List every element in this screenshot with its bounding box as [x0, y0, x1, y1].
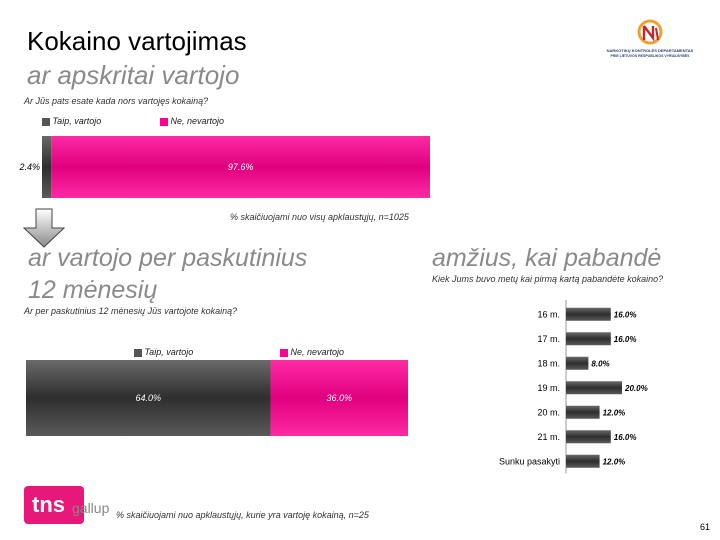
logo-text-2: PRIE LIETUVOS RESPUBLIKOS VYRIAUSYBĖS: [610, 54, 690, 58]
legend-label-yes: Taip, vartojo: [144, 347, 194, 357]
chart1-legend-no: [160, 116, 224, 126]
age-bar: [566, 357, 588, 370]
chart1-legend-yes: [42, 116, 101, 126]
category-label: 19 m.: [537, 382, 560, 393]
category-label: 17 m.: [537, 333, 560, 344]
question-1: Ar Jūs pats esate kada nors vartojęs kokainą?: [24, 96, 209, 106]
legend-swatch-yes: [42, 118, 50, 126]
bar-label-yes: 64.0%: [135, 393, 162, 403]
age-bar-label: 16.0%: [613, 432, 637, 442]
category-label: 20 m.: [537, 407, 560, 418]
age-bar-label: 8.0%: [591, 359, 610, 369]
bar-yes: [42, 136, 51, 198]
category-label: Sunku pasakyti: [498, 456, 560, 467]
category-label: 18 m.: [537, 358, 560, 369]
page-subtitle: ar apskritai vartojo: [27, 60, 240, 90]
age-bar: [566, 406, 600, 419]
legend-label-yes: Taip, vartojo: [52, 116, 102, 126]
question-2: Ar per paskutinius 12 mėnesių Jūs vartojote kokainą?: [24, 306, 238, 316]
category-label: 21 m.: [537, 431, 560, 442]
chart3-age-bars: [440, 298, 710, 478]
chart1-stacked-bar: [0, 126, 440, 206]
bar-label-no: 97.6%: [227, 162, 254, 172]
age-bar-label: 12.0%: [602, 457, 626, 467]
age-bar: [566, 455, 600, 468]
page-title: Kokaino vartojimas: [27, 26, 247, 56]
bar-label-yes: 2.4%: [19, 162, 40, 172]
footnote-2: % skaičiuojami nuo apklaustųjų, kurie yra vartoję kokainą, n=25: [116, 510, 369, 520]
page-number: 61: [699, 522, 710, 532]
legend-label-no: Ne, nevartojo: [170, 116, 225, 126]
tns-logo-text: tns: [32, 492, 65, 517]
category-label: 16 m.: [537, 309, 560, 320]
section2-title-line2: 12 mėnesių: [28, 276, 158, 304]
age-bar: [566, 430, 611, 443]
chart2-stacked-bar: [0, 356, 420, 440]
section2-title-line1: ar vartojo per paskutinius: [28, 244, 308, 272]
legend-swatch-no: [160, 118, 168, 126]
ndk-logo-icon: [600, 14, 700, 70]
age-bar-label: 20.0%: [625, 383, 648, 393]
age-bar-label: 16.0%: [613, 334, 637, 344]
legend-label-no: Ne, nevartojo: [290, 347, 345, 357]
age-bar-label: 16.0%: [613, 310, 637, 320]
age-bar-label: 12.0%: [602, 408, 626, 418]
section3-title: amžius, kai pabandė: [432, 244, 662, 272]
bar-label-no: 36.0%: [326, 393, 353, 403]
ndk-logo: [600, 14, 700, 70]
age-bar: [566, 308, 611, 321]
gallup-logo-text: gallup: [72, 500, 110, 516]
question-3: Kiek Jums buvo metų kai pirmą kartą pabandėte kokaino?: [432, 274, 664, 284]
footnote-1: % skaičiuojami nuo visų apklaustųjų, n=1025: [230, 212, 409, 222]
age-bar: [566, 381, 622, 394]
age-bar: [566, 332, 611, 345]
logo-text-1: NARKOTIKŲ KONTROLĖS DEPARTAMENTAS: [606, 48, 694, 53]
